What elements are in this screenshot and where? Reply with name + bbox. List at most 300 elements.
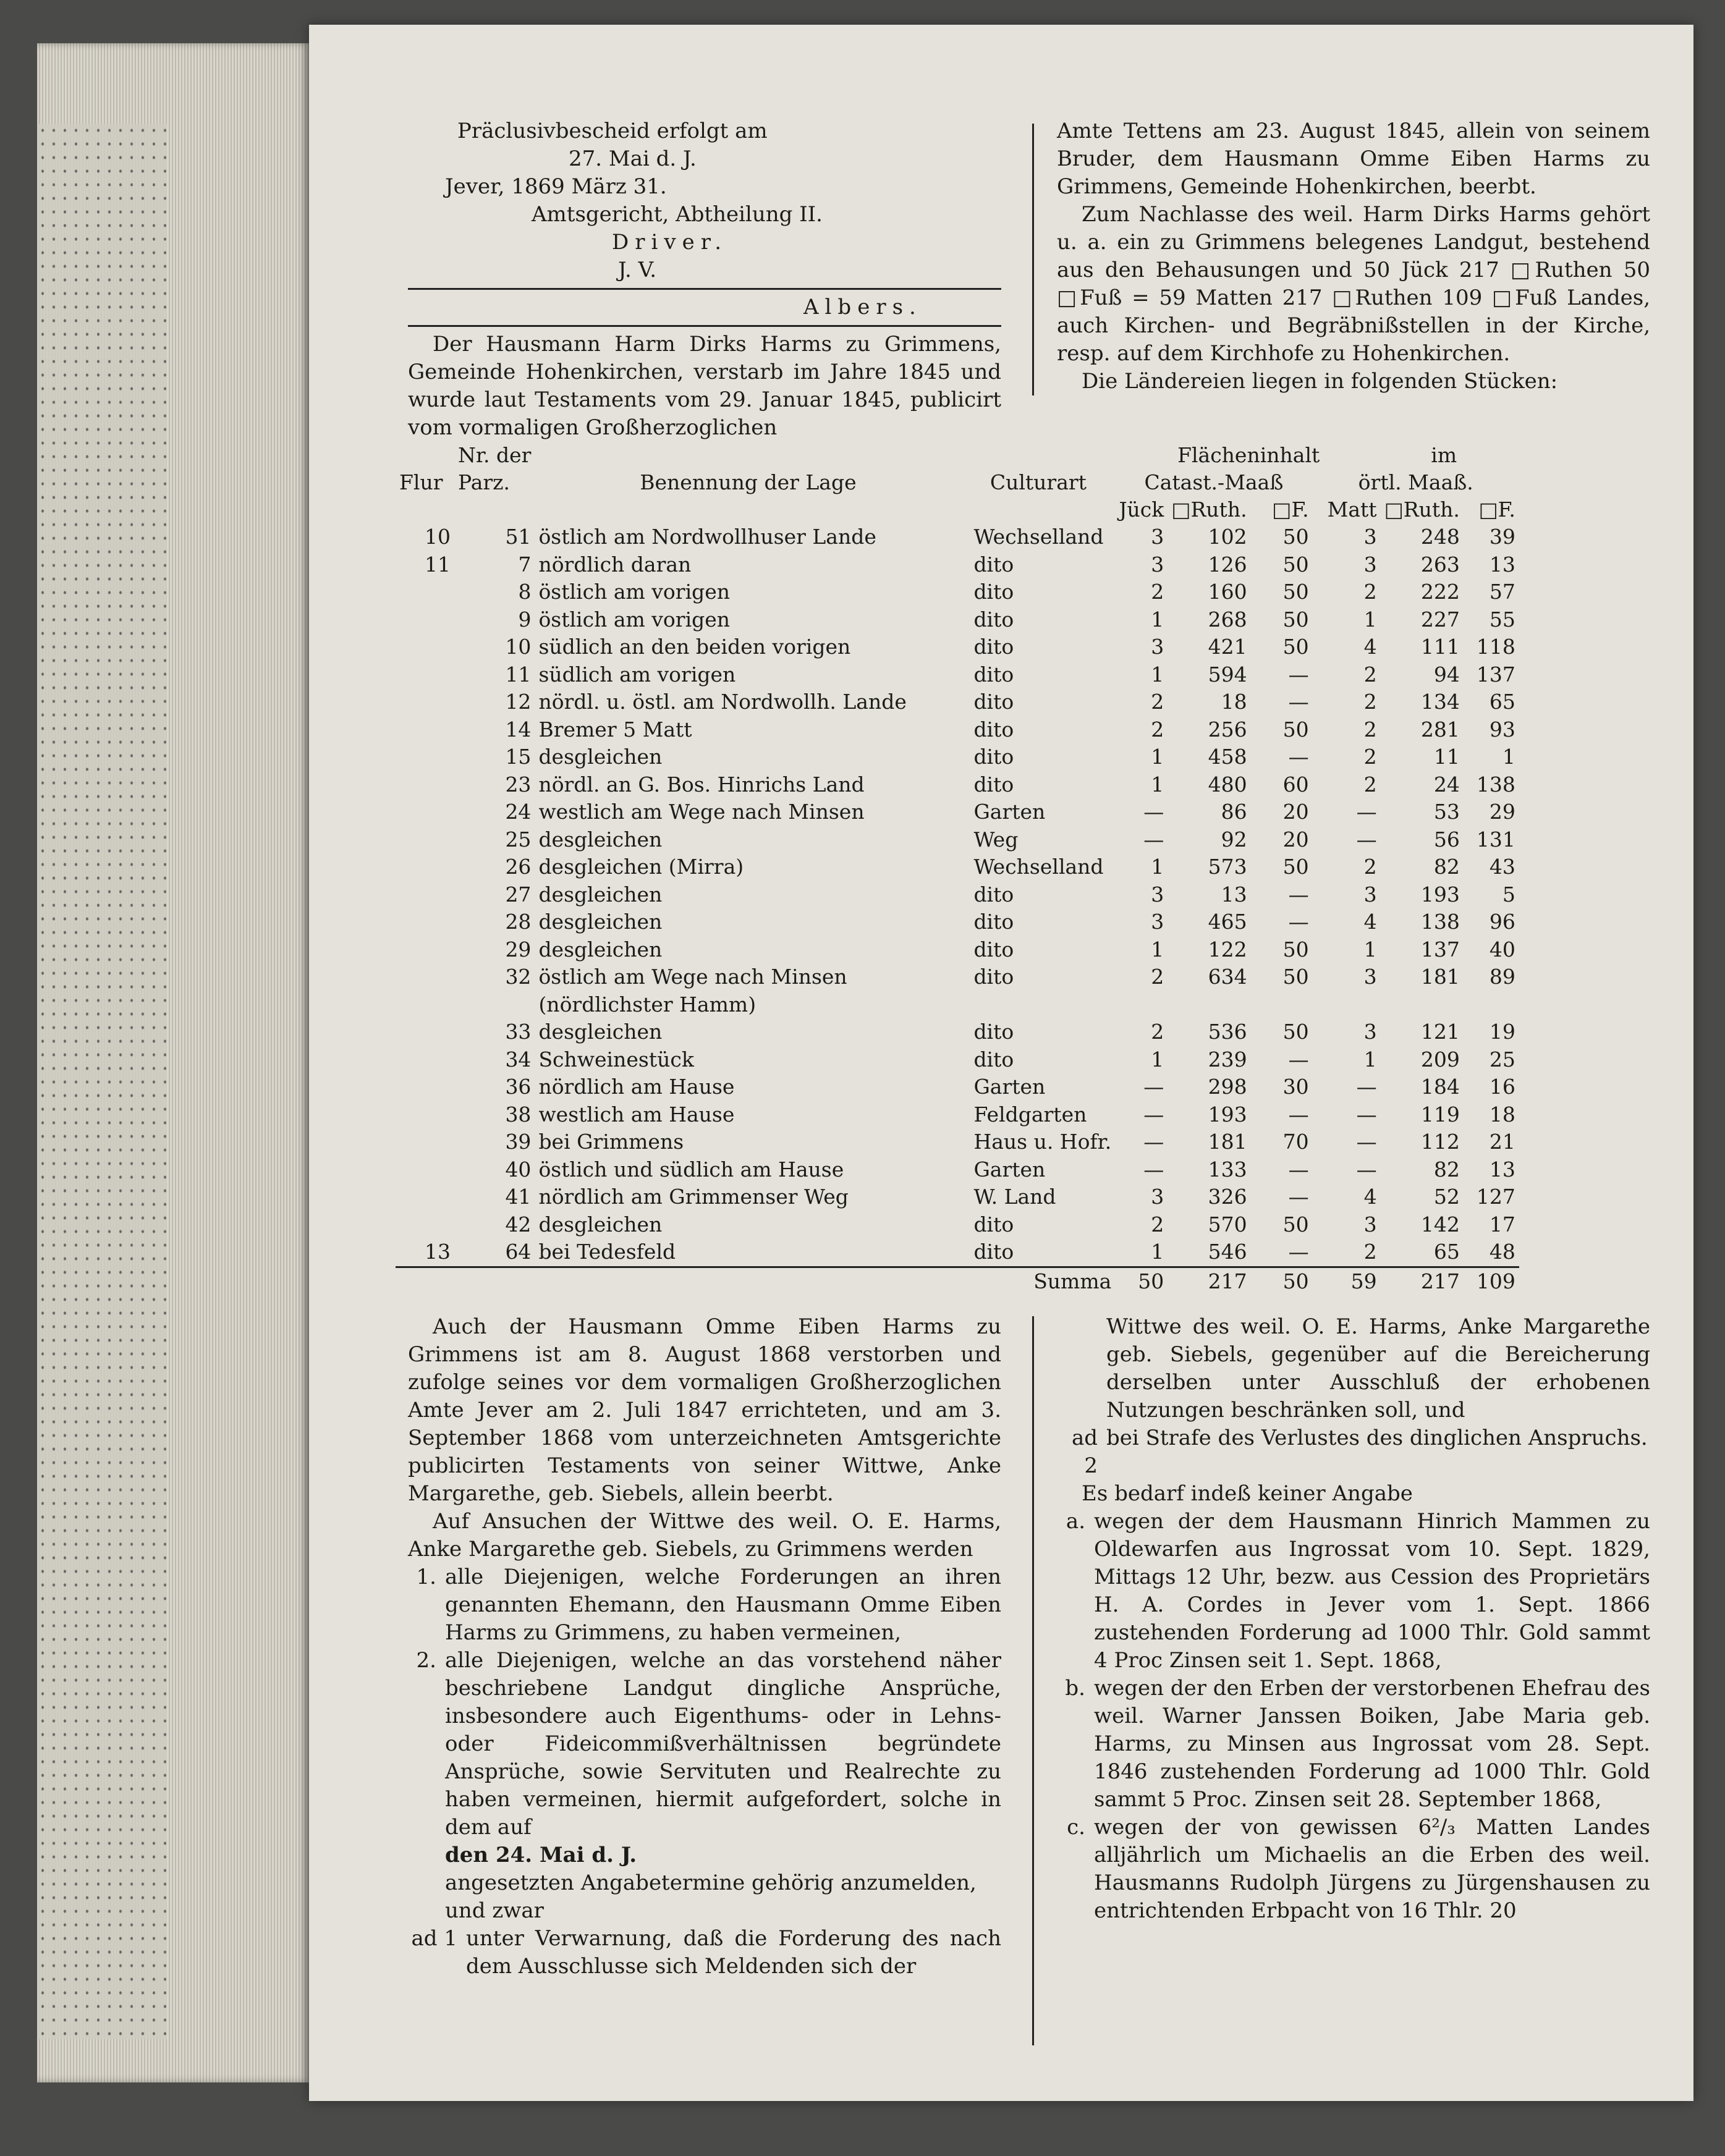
cell-kultur: dito	[973, 1212, 1014, 1237]
cell-kultur: Garten	[973, 1157, 1046, 1182]
cell-parz: 38	[505, 1102, 532, 1127]
ad-1-label: ad 1	[411, 1926, 457, 1951]
cell-fuss-2: 118	[1476, 635, 1515, 659]
cell-kultur	[961, 991, 1115, 1019]
left-header-block	[408, 117, 1001, 442]
cell-ruth-1: 458	[1208, 745, 1247, 769]
cell-fuss-1: —	[1288, 690, 1309, 714]
cell-ruth-2: 65	[1433, 1240, 1460, 1264]
cell-jueck: 2	[1151, 965, 1164, 989]
cell-ruth-1: 102	[1208, 525, 1247, 549]
cell-fuss-1: 50	[1282, 607, 1309, 632]
sum-row	[396, 1267, 1519, 1295]
cell-jueck: 1	[1151, 745, 1164, 769]
cell-flur	[396, 1018, 454, 1046]
table-header-row-3	[396, 496, 1519, 523]
cell-jueck: 2	[1151, 1212, 1164, 1237]
sum-ruth-1: 217	[1168, 1267, 1250, 1295]
prae-line2: 27. Mai d. J.	[569, 146, 697, 171]
cell-ruth-2: 193	[1420, 882, 1460, 907]
cell-ruth-2: 222	[1420, 580, 1460, 604]
cell-jueck: —	[1143, 800, 1164, 824]
table-row	[396, 1018, 1519, 1046]
cell-flur	[396, 826, 454, 854]
signature-driver: Driver.	[612, 230, 728, 255]
header-fuss-2: □F.	[1478, 497, 1515, 522]
cell-ruth-2: 142	[1420, 1212, 1460, 1237]
cell-jueck: 3	[1151, 552, 1164, 577]
cell-flur	[396, 1211, 454, 1239]
cell-ruth-2: 94	[1433, 662, 1460, 687]
cell-ruth-1: 298	[1208, 1075, 1247, 1099]
item-2-label: 2.	[416, 1648, 436, 1673]
cell-matt: 2	[1363, 855, 1377, 879]
table-row	[396, 1128, 1519, 1156]
item-2-text: alle Diejenigen, welche an das vorstehend näher beschriebene Landgut dingliche Ansprüche, insbesondere auch Eigenthums- oder in Lehns- oder Fideicommißverhältnissen begründete Ansprüche, sowie Servituten und Realrechte zu haben vermeinen, hiermit aufgefordert, solche in dem auf	[445, 1648, 1001, 1840]
cell-fuss-1: 50	[1282, 1212, 1309, 1237]
right-paragraph-3: Die Ländereien liegen in folgenden Stücken:	[1082, 369, 1558, 394]
cell-flur	[396, 798, 454, 826]
cell-fuss-2: 65	[1489, 690, 1515, 714]
cell-kultur: dito	[973, 882, 1014, 907]
column-divider-top	[1032, 124, 1034, 395]
cell-parz: 33	[505, 1020, 532, 1044]
cell-matt: 2	[1363, 580, 1377, 604]
sum-fuss-2: 109	[1464, 1267, 1519, 1295]
cell-ruth-2: 281	[1420, 717, 1460, 742]
cell-parz: 28	[505, 910, 532, 934]
header-flur: Flur	[399, 470, 443, 494]
cell-fuss-1: —	[1288, 1157, 1309, 1182]
cell-parz: 24	[505, 800, 532, 824]
court: Amtsgericht, Abtheilung II.	[532, 202, 823, 227]
cell-lage: desgleichen	[538, 827, 663, 852]
cell-jueck: 1	[1151, 1047, 1164, 1072]
cell-kultur: dito	[973, 1240, 1014, 1264]
sum-matt: 59	[1313, 1267, 1381, 1295]
cell-fuss-2: 13	[1489, 1157, 1515, 1182]
sum-ruth-2: 217	[1381, 1267, 1464, 1295]
cell-kultur: Wechselland	[973, 855, 1104, 879]
cell-matt	[1313, 991, 1381, 1019]
cell-flur	[396, 688, 454, 716]
table-body	[396, 523, 1519, 1267]
cell-fuss-1: 50	[1282, 965, 1309, 989]
cell-lage: südlich am vorigen	[538, 662, 736, 687]
table-row	[396, 1238, 1519, 1267]
item-a	[1057, 1508, 1650, 1675]
cell-parz: 42	[505, 1212, 532, 1237]
table-row	[396, 578, 1519, 606]
cell-kultur: dito	[973, 607, 1014, 632]
deadline-date: den 24. Mai d. J.	[445, 1843, 637, 1867]
table-row	[396, 1073, 1519, 1101]
cell-fuss-2	[1464, 991, 1519, 1019]
column-divider-bottom	[1032, 1316, 1034, 2045]
cell-fuss-1: 50	[1282, 1020, 1309, 1044]
cell-ruth-2: 112	[1420, 1130, 1460, 1154]
cell-matt: 2	[1363, 717, 1377, 742]
table-row	[396, 606, 1519, 634]
cell-lage: desgleichen	[538, 745, 663, 769]
cell-parz: 34	[505, 1047, 532, 1072]
cell-kultur: dito	[973, 772, 1014, 797]
right-paragraph-1: Amte Tettens am 23. August 1845, allein von seinem Bruder, dem Hausmann Omme Eiben Harms zu Grimmens, Gemeinde Hohenkirchen, beerbt.	[1057, 119, 1650, 199]
cell-lage: desgleichen	[538, 910, 663, 934]
cell-flur	[396, 1183, 454, 1211]
cell-kultur: W. Land	[973, 1185, 1056, 1209]
cell-kultur: dito	[973, 745, 1014, 769]
cell-parz: 64	[505, 1240, 532, 1264]
table-row	[396, 936, 1519, 964]
cell-jueck: 2	[1151, 717, 1164, 742]
header-oertl: örtl. Maaß.	[1358, 470, 1473, 494]
ad-1	[408, 1925, 1001, 1981]
item-b-label: b.	[1065, 1676, 1085, 1701]
ad-2-label: ad 2	[1071, 1426, 1098, 1478]
cell-fuss-2: 137	[1476, 662, 1515, 687]
cell-matt: —	[1356, 1102, 1377, 1127]
item-1-text: alle Diejenigen, welche Forderungen an ihren genannten Ehemann, den Hausmann Omme Eiben Harms zu Grimmens, zu haben vermeinen,	[445, 1565, 1001, 1645]
cell-kultur: dito	[973, 1047, 1014, 1072]
cell-jueck: —	[1143, 827, 1164, 852]
cell-matt: 4	[1363, 1185, 1377, 1209]
cell-ruth-2: 53	[1433, 800, 1460, 824]
table-row	[396, 908, 1519, 936]
cell-matt: —	[1356, 800, 1377, 824]
cell-lage: desgleichen	[538, 882, 663, 907]
table-row	[396, 881, 1519, 909]
cell-parz: 40	[505, 1157, 532, 1182]
cell-ruth-2: 56	[1433, 827, 1460, 852]
table-row	[396, 1156, 1519, 1184]
ad-2	[1057, 1424, 1650, 1480]
right-bottom-paragraph-2: Es bedarf indeß keiner Angabe	[1082, 1481, 1413, 1506]
cell-parz: 23	[505, 772, 532, 797]
cell-lage: desgleichen	[538, 1020, 663, 1044]
cell-parz: 32	[505, 965, 532, 989]
cell-fuss-1: —	[1288, 882, 1309, 907]
ad-1-text: unter Verwarnung, daß die Forderung des nach dem Ausschlusse sich Meldenden sich der	[466, 1926, 1001, 1979]
cell-matt: —	[1356, 1157, 1377, 1182]
cell-flur	[396, 661, 454, 689]
cell-matt: 1	[1363, 937, 1377, 962]
cell-fuss-1: 50	[1282, 635, 1309, 659]
cell-matt: 3	[1363, 525, 1377, 549]
cell-matt: 2	[1363, 772, 1377, 797]
cell-fuss-2: 25	[1489, 1047, 1515, 1072]
cell-flur	[396, 1128, 454, 1156]
cell-lage: desgleichen (Mirra)	[538, 855, 744, 879]
cell-matt: 1	[1363, 1047, 1377, 1072]
cell-kultur: dito	[973, 690, 1014, 714]
header-ruth-2: □Ruth.	[1384, 497, 1460, 522]
cell-fuss-2: 40	[1489, 937, 1515, 962]
cell-ruth-1: 86	[1221, 800, 1247, 824]
cell-ruth-2: 181	[1420, 965, 1460, 989]
cell-lage: östlich am vorigen	[538, 580, 731, 604]
left-bottom-block	[408, 1313, 1001, 1981]
cell-ruth-1: 480	[1208, 772, 1247, 797]
cell-fuss-1: 50	[1282, 937, 1309, 962]
table-row	[396, 1101, 1519, 1129]
cell-fuss-1: 30	[1282, 1075, 1309, 1099]
cell-fuss-1: —	[1288, 910, 1309, 934]
cell-lage: bei Grimmens	[538, 1130, 684, 1154]
cell-parz: 7	[518, 552, 532, 577]
cell-matt: 2	[1363, 690, 1377, 714]
cell-flur	[396, 716, 454, 744]
cell-lage: westlich am Hause	[538, 1102, 735, 1127]
cell-kultur: Wechselland	[973, 525, 1104, 549]
cell-parz: 11	[505, 662, 532, 687]
cell-jueck: 3	[1151, 1185, 1164, 1209]
cell-fuss-2: 13	[1489, 552, 1515, 577]
cell-fuss-1: —	[1288, 1185, 1309, 1209]
table-row	[396, 1046, 1519, 1074]
cell-kultur: Weg	[973, 827, 1019, 852]
cell-jueck: 1	[1151, 662, 1164, 687]
cell-flur: 11	[425, 552, 451, 577]
cell-flur: 10	[425, 525, 451, 549]
cell-ruth-2: 52	[1433, 1185, 1460, 1209]
cell-matt: 2	[1363, 745, 1377, 769]
item-c-text: wegen der von gewissen 6²/₃ Matten Landes alljährlich um Michaelis an die Erben des weil. Hausmanns Rudolph Jürgens zu Jürgenshausen zu entrichtenden Erbpacht von 16 Thlr. 20	[1094, 1815, 1650, 1923]
right-paragraph-2: Zum Nachlasse des weil. Harm Dirks Harms gehört u. a. ein zu Grimmens belegenes Landgut, bestehend aus den Behausungen und 50 Jück 217 □Ruthen 50 □Fuß = 59 Matten 217 □Ruthen 109 □Fuß Landes, auch Kirchen- und Begräbnißstellen in der Kirche, resp. auf dem Kirchhofe zu Hohenkirchen.	[1057, 202, 1650, 366]
land-table	[396, 442, 1519, 1295]
place-date: Jever, 1869 März 31.	[445, 174, 667, 199]
cell-fuss-1: —	[1288, 1240, 1309, 1264]
cell-fuss-1: 20	[1282, 800, 1309, 824]
cell-flur	[396, 1046, 454, 1074]
cell-jueck: 2	[1151, 1020, 1164, 1044]
cell-jueck: 1	[1151, 607, 1164, 632]
item-c-label: c.	[1067, 1815, 1085, 1840]
rule-1	[408, 288, 1001, 290]
cell-kultur: Garten	[973, 800, 1046, 824]
header-lage: Benennung der Lage	[640, 470, 857, 494]
cell-ruth-1: 256	[1208, 717, 1247, 742]
signature-albers: Albers.	[803, 295, 922, 319]
table-row	[396, 716, 1519, 744]
item-a-text: wegen der dem Hausmann Hinrich Mammen zu Oldewarfen aus Ingrossat vom 10. Sept. 1829, Mittags 12 Uhr, bezw. aus Cession des Proprietärs H. A. Cordes in Jever vom 1. Sept. 1866 zustehenden Forderung ad 1000 Thlr. Gold sammt 4 Proc Zinsen seit 1. Sept. 1868,	[1094, 1509, 1650, 1673]
cell-fuss-2: 57	[1489, 580, 1515, 604]
cell-ruth-2: 209	[1420, 1047, 1460, 1072]
cell-flur	[396, 936, 454, 964]
cell-ruth-1: 13	[1221, 882, 1247, 907]
cell-fuss-2: 18	[1489, 1102, 1515, 1127]
cell-lage: (nördlichster Hamm)	[538, 992, 757, 1017]
cell-jueck	[1115, 991, 1168, 1019]
item-b-text: wegen der den Erben der verstorbenen Ehefrau des weil. Warner Janssen Boiken, Jabe Maria geb. Harms, zu Minsen aus Ingrossat vom 28. Sept. 1846 zustehenden Forderung ad 1000 Thlr. Gold sammt 5 Proc. Zinsen seit 28. September 1868,	[1094, 1676, 1650, 1812]
cell-ruth-1: 193	[1208, 1102, 1247, 1127]
cell-parz: 9	[518, 607, 532, 632]
cell-parz: 25	[505, 827, 532, 852]
cell-matt: 3	[1363, 1020, 1377, 1044]
cell-ruth-2: 184	[1420, 1075, 1460, 1099]
cell-ruth-1: 122	[1208, 937, 1247, 962]
cell-lage: desgleichen	[538, 1212, 663, 1237]
cell-matt: 4	[1363, 635, 1377, 659]
cell-lage: östlich und südlich am Hause	[538, 1157, 844, 1182]
header-catast: Catast.-Maaß	[1144, 470, 1284, 494]
cell-matt: 3	[1363, 1212, 1377, 1237]
right-bottom-paragraph-1: Wittwe des weil. O. E. Harms, Anke Margarethe geb. Siebels, gegenüber auf die Bereicherung derselben unter Ausschluß der erhobenen Nutzungen beschränken soll, und	[1106, 1314, 1650, 1423]
left-bottom-paragraph-2: Auf Ansuchen der Wittwe des weil. O. E. Harms, Anke Margarethe geb. Siebels, zu Grimmens werden	[408, 1509, 1001, 1562]
cell-matt: 3	[1363, 965, 1377, 989]
cell-jueck: 3	[1151, 882, 1164, 907]
cell-ruth-1: 573	[1208, 855, 1247, 879]
cell-ruth-1: 570	[1208, 1212, 1247, 1237]
cell-matt: 4	[1363, 910, 1377, 934]
cell-lage: südlich an den beiden vorigen	[538, 635, 851, 659]
cell-fuss-2: 96	[1489, 910, 1515, 934]
cell-ruth-2: 138	[1420, 910, 1460, 934]
cell-fuss-1: 50	[1282, 525, 1309, 549]
deadline-after: angesetzten Angabetermine gehörig anzumelden, und zwar	[445, 1871, 977, 1923]
cell-kultur: dito	[973, 937, 1014, 962]
cell-fuss-1	[1251, 991, 1313, 1019]
cell-ruth-2: 24	[1433, 772, 1460, 797]
cell-flur	[396, 771, 454, 799]
cell-jueck: 1	[1151, 1240, 1164, 1264]
cell-ruth-2: 134	[1420, 690, 1460, 714]
item-c	[1057, 1814, 1650, 1925]
cell-ruth-2: 227	[1420, 607, 1460, 632]
rule-2	[408, 325, 1001, 327]
table-row	[396, 853, 1519, 881]
cell-lage: nördlich am Hause	[538, 1075, 735, 1099]
header-kultur: Culturart	[990, 470, 1087, 494]
cell-fuss-2: 16	[1489, 1075, 1515, 1099]
cell-fuss-2: 29	[1489, 800, 1515, 824]
intro-paragraph: Der Hausmann Harm Dirks Harms zu Grimmens, Gemeinde Hohenkirchen, verstarb im Jahre 1845 und wurde laut Testaments vom 29. Januar 1845, publicirt vom vormaligen Großherzoglichen	[408, 332, 1001, 440]
cell-matt: —	[1356, 1130, 1377, 1154]
table-row	[396, 551, 1519, 579]
cell-flur	[396, 633, 454, 661]
cell-parz	[454, 991, 535, 1019]
cell-fuss-2: 19	[1489, 1020, 1515, 1044]
cell-fuss-2: 127	[1476, 1185, 1515, 1209]
table-header-row-2	[396, 469, 1519, 496]
cell-kultur: dito	[973, 965, 1014, 989]
cell-kultur: dito	[973, 552, 1014, 577]
cell-flur	[396, 578, 454, 606]
cell-jueck: 2	[1151, 690, 1164, 714]
cell-flur	[396, 963, 454, 991]
cell-lage: Schweinestück	[538, 1047, 694, 1072]
cell-ruth-2	[1381, 991, 1464, 1019]
cell-ruth-2: 11	[1433, 745, 1460, 769]
cell-ruth-1: 18	[1221, 690, 1247, 714]
cell-fuss-2: 89	[1489, 965, 1515, 989]
cell-parz: 14	[505, 717, 532, 742]
cell-jueck: —	[1143, 1130, 1164, 1154]
cell-flur: 13	[425, 1240, 451, 1264]
ad-2-text: bei Strafe des Verlustes des dinglichen Anspruchs.	[1106, 1426, 1648, 1450]
cell-kultur: dito	[973, 910, 1014, 934]
header-fuss-1: □F.	[1272, 497, 1309, 522]
table-row	[396, 826, 1519, 854]
cell-jueck: 3	[1151, 910, 1164, 934]
cell-matt: —	[1356, 827, 1377, 852]
cell-ruth-2: 121	[1420, 1020, 1460, 1044]
cell-fuss-1: —	[1288, 662, 1309, 687]
cell-ruth-2: 111	[1420, 635, 1460, 659]
book-cover-speckle	[37, 124, 167, 2039]
cell-matt: —	[1356, 1075, 1377, 1099]
cell-fuss-1: 50	[1282, 717, 1309, 742]
table-row	[396, 688, 1519, 716]
cell-lage: östlich am Nordwollhuser Lande	[538, 525, 876, 549]
cell-ruth-1: 160	[1208, 580, 1247, 604]
cell-kultur: Garten	[973, 1075, 1046, 1099]
cell-kultur: dito	[973, 717, 1014, 742]
cell-lage: nördlich am Grimmenser Weg	[538, 1185, 849, 1209]
header-jueck: Jück	[1119, 497, 1164, 522]
item-b	[1057, 1675, 1650, 1814]
cell-fuss-2: 1	[1502, 745, 1515, 769]
cell-fuss-1: —	[1288, 1047, 1309, 1072]
cell-fuss-1: 50	[1282, 552, 1309, 577]
table-header-row-1	[396, 442, 1519, 469]
sum-fuss-1: 50	[1251, 1267, 1313, 1295]
cell-lage: desgleichen	[538, 937, 663, 962]
cell-fuss-2: 138	[1476, 772, 1515, 797]
cell-jueck: 3	[1151, 635, 1164, 659]
cell-ruth-1: 594	[1208, 662, 1247, 687]
cell-ruth-1: 546	[1208, 1240, 1247, 1264]
prae-line1: Präclusivbescheid erfolgt am	[457, 119, 768, 143]
cell-lage: östlich am Wege nach Minsen	[538, 965, 847, 989]
item-2	[408, 1647, 1001, 1841]
cell-ruth-1: 268	[1208, 607, 1247, 632]
cell-flur	[396, 1073, 454, 1101]
cell-parz: 15	[505, 745, 532, 769]
cell-matt: 1	[1363, 607, 1377, 632]
cell-parz: 41	[505, 1185, 532, 1209]
land-table-block	[396, 442, 1656, 1295]
cell-lage: nördl. an G. Bos. Hinrichs Land	[538, 772, 865, 797]
header-parz: Parz.	[458, 470, 511, 494]
cell-fuss-1: 60	[1282, 772, 1309, 797]
cell-ruth-2: 82	[1433, 855, 1460, 879]
cell-ruth-1: 634	[1208, 965, 1247, 989]
signature-jv: J. V.	[618, 258, 657, 282]
cell-fuss-2: 39	[1489, 525, 1515, 549]
table-row	[396, 743, 1519, 771]
table-row	[396, 991, 1519, 1019]
cell-ruth-2: 82	[1433, 1157, 1460, 1182]
item-a-label: a.	[1066, 1509, 1085, 1534]
cell-fuss-1: —	[1288, 745, 1309, 769]
cell-fuss-2: 48	[1489, 1240, 1515, 1264]
cell-fuss-2: 43	[1489, 855, 1515, 879]
cell-jueck: —	[1143, 1157, 1164, 1182]
cell-kultur: dito	[973, 580, 1014, 604]
cell-kultur: dito	[973, 635, 1014, 659]
cell-jueck: —	[1143, 1075, 1164, 1099]
cell-ruth-2: 263	[1420, 552, 1460, 577]
cell-matt: 2	[1363, 662, 1377, 687]
cell-parz: 27	[505, 882, 532, 907]
cell-parz: 29	[505, 937, 532, 962]
sum-label: Summa	[961, 1267, 1115, 1295]
cell-parz: 10	[505, 635, 532, 659]
cell-parz: 39	[505, 1130, 532, 1154]
cell-matt: 2	[1363, 1240, 1377, 1264]
header-nr: Nr. der	[458, 443, 532, 467]
